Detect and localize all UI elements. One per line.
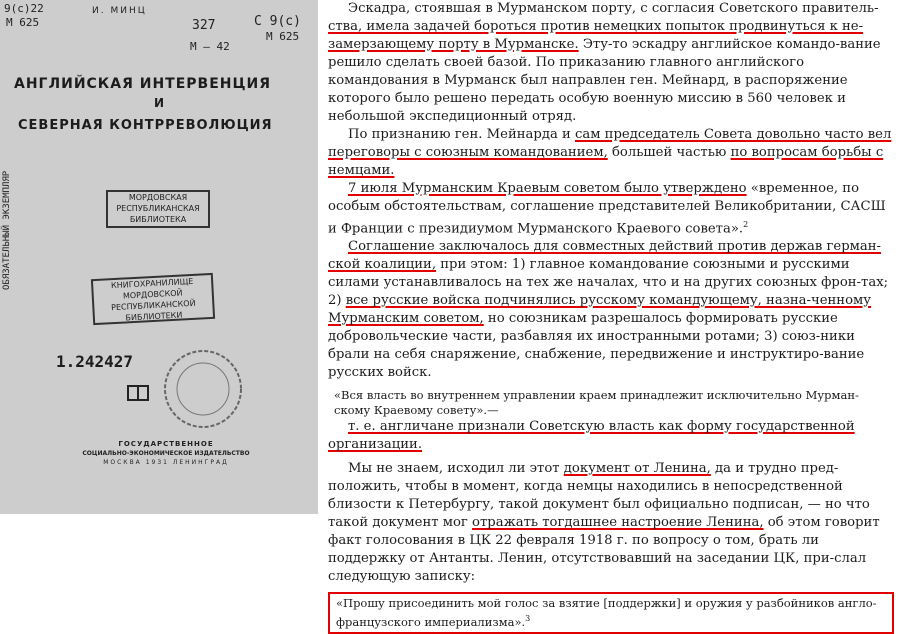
book-page-text (322, 0, 900, 630)
side-stamp: ОБЯЗАТЕЛЬНЫЙ ЭКЗЕМПЛЯР (2, 170, 12, 290)
footnote-marker: 3 (525, 614, 531, 624)
paragraph: Соглашение заключалось для совместных действий против держав герман-ской коалиции, при этом: 1) главное командование союзными и русскими силами устанавливалось на тех же началах, что и на других союзных фрон-тах; 2) все русские войска подчинялись русскому командующему, назна-ченному Мурманским советом, но союзникам разрешалось формировать русские добровольческие части, разбавляя их иностранными ротами; 3) союз-ники брали на себя снаряжение, снабжение, передвижение и инструктиро-вание русских войск. (328, 239, 889, 381)
highlighted-text: Соглашение заключалось для совместных действий против держав герман-ской коалиции, (328, 239, 882, 273)
round-stamp (160, 346, 246, 432)
highlighted-text: отражать тогдашнее настроение Ленина, (472, 515, 764, 531)
cover-title-line1: АНГЛИЙСКАЯ ИНТЕРВЕНЦИЯ (14, 76, 271, 92)
publisher: ГОСУДАРСТВЕННОЕ СОЦИАЛЬНО-ЭКОНОМИЧЕСКОЕ ИЗДАТЕЛЬСТВО МОСКВА 1931 ЛЕНИНГРАД (82, 440, 250, 466)
paragraph: Эскадра, стоявшая в Мурманском порту, с согласия Советского правитель- ства, имела задачей бороться против немецких попыток продвинуться к не- замерзающему порту в Мурманске. Эту-то эскадру английское командо-вание решило сделать своей базой. По приказанию главного английского командования в Мурманск был направлен ген. Мейнард, в распоряжение которого было решено передать особую военную миссию в 560 человек и небольшой экспедиционный отряд. (328, 1, 881, 124)
call-number: М – 42 (190, 40, 230, 53)
inventory-number: 1.242427 (56, 352, 134, 371)
call-number: М 625 (266, 30, 300, 43)
highlighted-text: т. е. англичане признали Советскую власть как форму государственной организации. (328, 419, 855, 453)
highlighted-text: документ от Ленина, (563, 461, 711, 477)
cover-title-line3: СЕВЕРНАЯ КОНТРРЕВОЛЮЦИЯ (18, 118, 273, 133)
highlighted-text: ства, имела задачей бороться против немецких попыток продвинуться к не- (328, 19, 864, 34)
call-number: 327 (192, 18, 216, 33)
highlighted-text: 7 июля Мурманским Краевым советом было утверждено (348, 181, 747, 196)
library-stamp: МОРДОВСКАЯ РЕСПУБЛИКАНСКАЯ БИБЛИОТЕКА (106, 190, 210, 228)
boxed-quote: «Прошу присоединить мой голос за взятие [поддержки] и оружия у разбойников англо-французского империализма».$^3$ (328, 592, 894, 634)
book-cover (0, 0, 318, 514)
quote: «Вся власть во внутреннем управлении краем принадлежит исключительно Мурман-скому Краевому совету».— (334, 388, 859, 418)
handwritten-note: 9(с)22 (4, 2, 44, 15)
cover-author: И. МИНЦ (92, 6, 147, 16)
paragraph: По признанию ген. Мейнарда и сам председатель Совета довольно часто вел переговоры с союзным командованием, большей частью по вопросам борьбы с немцами. (328, 127, 892, 178)
cover-title-line2: И (153, 96, 165, 110)
highlighted-text: сам председатель Совета довольно часто вел переговоры с союзным командованием, (328, 127, 892, 160)
paragraph: Мы не знаем, исходил ли этот документ от Ленина, да и трудно пред-положить, чтобы в момент, когда немцы находились в непосредственной близости к Петербургу, такой документ был официально подписан, — но что такой документ мог отражать тогдашнее настроение Ленина, об этом говорит факт голосования в ЦК 22 февраля 1918 г. по вопросу о том, брать ли поддержку от Антанты. Ленин, отсутствовавший на заседании ЦК, при-слал следующую записку: (328, 461, 880, 585)
footnote-marker: 2 (743, 220, 749, 229)
highlighted-text: замерзающему порту в Мурманске. (328, 37, 579, 52)
highlighted-text: по вопросам борьбы с немцами. (328, 145, 884, 178)
library-stamp: КНИГОХРАНИЛИЩЕ МОРДОВСКОЙ РЕСПУБЛИКАНСКОЙ БИБЛИОТЕКИ (91, 273, 215, 325)
paragraph (322, 418, 900, 454)
call-number: С 9(с) (254, 14, 301, 29)
publisher-emblem-icon (126, 384, 150, 402)
highlighted-text: все русские войска подчинялись русскому командующему, назна-ченному Мурманским советом, (328, 293, 872, 327)
paragraph: 7 июля Мурманским Краевым советом было утверждено «временное, по особым обстоятельствам, соглашение представителей Великобритании, САСШ и Франции с президиумом Мурманского Краевого совета».$^2$ (328, 181, 886, 237)
handwritten-note: M 625 (6, 16, 40, 29)
